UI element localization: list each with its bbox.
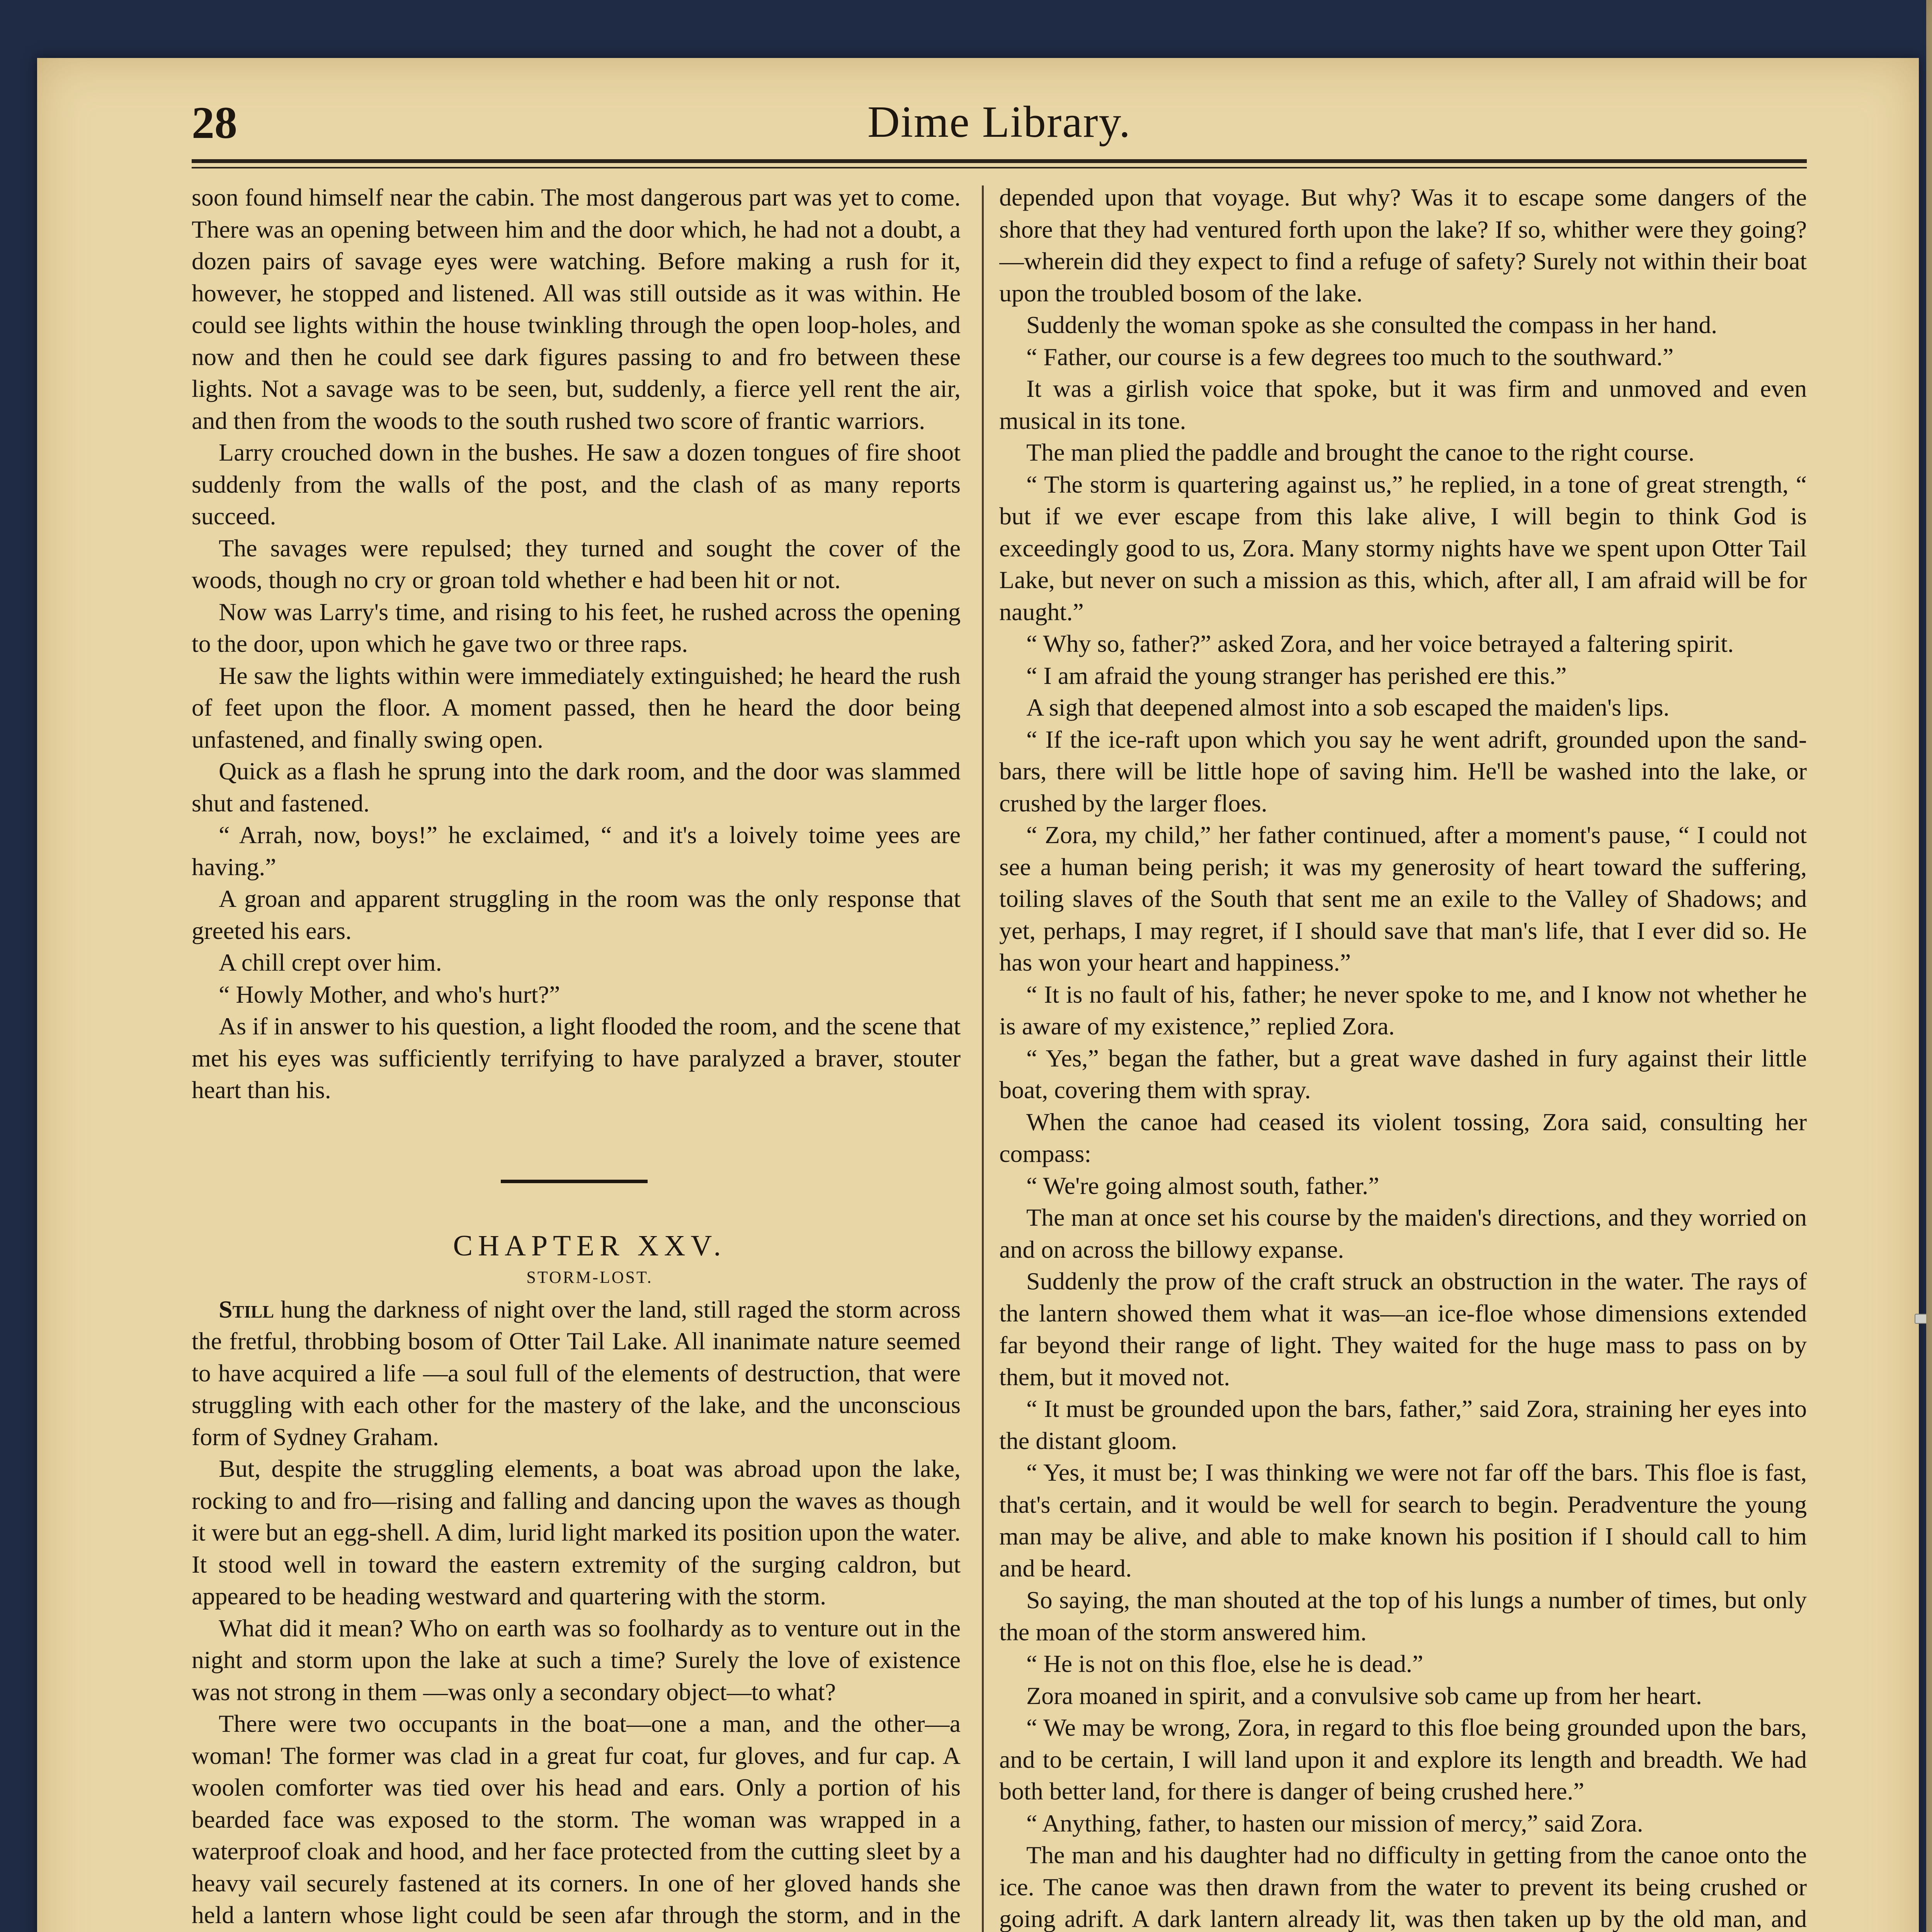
- right-column: [999, 182, 1807, 1932]
- left-paragraph: The savages were repulsed; they turned and sought the cover of the woods, though no cry or groan told whether e had been hit or not.: [192, 534, 961, 594]
- right-paragraph: The man at once set his course by the maiden's directions, and they worried on and on across the billowy expanse.: [999, 1204, 1807, 1263]
- left-paragraph: “ Howly Mother, and who's hurt?”: [219, 980, 560, 1008]
- left-column: [192, 182, 961, 1932]
- left-column-text-after-chapter: [192, 1453, 961, 1932]
- adjacent-page-edge: [1926, 0, 1932, 1932]
- right-paragraph: “ He is not on this floe, else he is dead.”: [1026, 1650, 1423, 1677]
- right-paragraph: “ Yes, it must be; I was thinking we were not far off the bars. This floe is fast, that's certain, and it would be well for search to begin. Peradventure the young man may be alive, and able to make known his position if I should call to him and be heard.: [999, 1459, 1807, 1582]
- right-paragraph: The man and his daughter had no difficulty in getting from the canoe onto the ice. The canoe was then drawn from the water to prevent its being crushed or going adrift. A dark lantern already lit, was then taken up by the old man, and: [999, 1841, 1807, 1932]
- page-number: 28: [192, 97, 237, 148]
- left-paragraph: As if in answer to his question, a light flooded the room, and the scene that met his eyes was sufficiently terrifying to have paralyzed a braver, stouter heart than his.: [192, 1012, 961, 1104]
- right-paragraph: “ We're going almost south, father.”: [1026, 1172, 1379, 1199]
- right-paragraph: “ Zora, my child,” her father continued, after a moment's pause, “ I could not see a human being perish; it was my generosity of heart toward the suffering, toiling slaves of the South that sent me an exile to the Valley of Shadows; and yet, perhaps, I may regret, if I should save that man's life, that I ever did so. He has won your heart and happiness.”: [999, 821, 1807, 976]
- right-paragraph: “ If the ice-raft upon which you say he went adrift, grounded upon the sand-bars, there will be little hope of saving him. He'll be washed into the lake, or crushed by the larger floes.: [999, 725, 1807, 817]
- left-paragraph: Now was Larry's time, and rising to his feet, he rushed across the opening to the door, upon which he gave two or three raps.: [192, 598, 961, 657]
- right-paragraph: “ Yes,” began the father, but a great wave dashed in fury against their little boat, covering them with spray.: [999, 1044, 1807, 1104]
- header-rule-thick: [192, 159, 1807, 163]
- page-header: [192, 97, 1807, 155]
- chapter-title: CHAPTER XXV.: [453, 1229, 726, 1262]
- right-paragraph: When the canoe had ceased its violent tossing, Zora said, consulting her compass:: [999, 1108, 1807, 1167]
- chapter-subtitle: STORM-LOST.: [526, 1268, 653, 1287]
- left-paragraph: soon found himself near the cabin. The most dangerous part was yet to come. There was an opening between him and the door which, he had not a doubt, a dozen pairs of savage eyes were watching. Before making a rush for it, however, he stopped and listened. All was still outside as it was within. He could see lights within the house twinkling through the open loop-holes, and now and then he could see dark figures passing to and fro between these lights. Not a savage was to be seen, but, suddenly, a fierce yell rent the air, and then from the woods to the south rushed two score of frantic warriors.: [192, 184, 961, 434]
- right-paragraph: Suddenly the woman spoke as she consulted the compass in her hand.: [1026, 311, 1718, 338]
- right-paragraph: “ Father, our course is a few degrees too much to the southward.”: [1026, 343, 1674, 371]
- left-paragraph: What did it mean? Who on earth was so foolhardy as to venture out in the night and storm upon the lake at such a time? Surely the love of existence was not strong in them —was only a secondary object—to what?: [192, 1614, 961, 1706]
- running-head: Dime Library.: [867, 97, 1131, 147]
- right-paragraph: The man plied the paddle and brought the canoe to the right course.: [1026, 439, 1695, 466]
- left-paragraph: There were two occupants in the boat—one a man, and the other—a woman! The former was clad in a great fur coat, fur gloves, and fur cap. A woolen comforter was tied over his head and ears. Only a portion of his bearded face was exposed to the storm. The woman was wrapped in a waterproof cloak and hood, and her face protected from the cutting sleet by a heavy vail securely fastened at its corners. In one of her gloved hands she held a lantern whose light could be seen afar through the storm, and in the: [192, 1710, 961, 1929]
- left-paragraph: But, despite the struggling elements, a boat was abroad upon the lake, rocking to and fro—rising and falling and dancing upon the waves as though it were but an egg-shell. A dim, lurid light marked its position upon the water. It stood well in toward the eastern extremity of the surging caldron, but appeared to be heading westward and quartering with the storm.: [192, 1455, 961, 1610]
- right-paragraph: So saying, the man shouted at the top of his lungs a number of times, but only the moan of the storm answered him.: [999, 1586, 1807, 1646]
- column-divider: [982, 185, 984, 1932]
- right-paragraph: “ I am afraid the young stranger has perished ere this.”: [1026, 662, 1567, 689]
- right-paragraph: Zora moaned in spirit, and a convulsive sob came up from her heart.: [1026, 1682, 1702, 1709]
- right-paragraph: “ Anything, father, to hasten our mission of mercy,” said Zora.: [1026, 1809, 1643, 1837]
- right-paragraph: Suddenly the prow of the craft struck an obstruction in the water. The rays of the lantern showed them what it was—an ice-floe whose dimensions extended far beyond their range of light. They waited for the huge mass to pass on by them, but it moved not.: [999, 1267, 1807, 1391]
- opening-paragraph-text: hung the darkness of night over the land, still raged the storm across the fretful, throbbing bosom of Otter Tail Lake. All inanimate nature seemed to have acquired a life —a soul full of the elements of destruction, that were struggling with each other for the mastery of the lake, and the unconscious form of Sydney Graham.: [192, 1295, 961, 1451]
- right-paragraph: “ We may be wrong, Zora, in regard to this floe being grounded upon the bars, and to be certain, I will land upon it and explore its length and breadth. We had both better land, for there is danger of being crushed here.”: [999, 1714, 1807, 1805]
- left-column-text-before-chapter: [192, 182, 961, 1106]
- drop-word: Still: [219, 1295, 274, 1323]
- header-rule-thin: [192, 167, 1807, 168]
- chapter-separator-rule: [501, 1180, 648, 1183]
- right-paragraph: A sigh that deepened almost into a sob escaped the maiden's lips.: [1026, 694, 1670, 721]
- right-paragraph: depended upon that voyage. But why? Was it to escape some dangers of the shore that they had ventured forth upon the lake? If so, whither were they going?—wherein did they expect to find a refuge of safety? Surely not within their boat upon the troubled bosom of the lake.: [999, 184, 1807, 307]
- left-paragraph: A groan and apparent struggling in the room was the only response that greeted his ears.: [192, 885, 961, 944]
- left-paragraph: Larry crouched down in the bushes. He saw a dozen tongues of fire shoot suddenly from the walls of the post, and the clash of as many reports succeed.: [192, 439, 961, 530]
- magazine-page: [37, 58, 1919, 1932]
- right-paragraph: “ It is no fault of his, father; he never spoke to me, and I know not whether he is aware of my existence,” replied Zora.: [999, 980, 1807, 1040]
- right-paragraph: “ The storm is quartering against us,” he replied, in a tone of great strength, “ but if we ever escape from this lake alive, I will begin to think God is exceedingly good to us, Zora. Many stormy nights have we spent upon Otter Tail Lake, but never on such a mission as this, which, after all, I am afraid will be for naught.”: [999, 470, 1807, 626]
- right-column-text: [999, 182, 1807, 1932]
- left-paragraph: Quick as a flash he sprung into the dark room, and the door was slammed shut and fastened.: [192, 757, 961, 817]
- chapter-opening-paragraph: [192, 1294, 961, 1453]
- chapter-separator: [192, 1106, 961, 1230]
- left-paragraph: He saw the lights within were immediately extinguished; he heard the rush of feet upon the floor. A moment passed, then he heard the door being unfastened, and finally swing open.: [192, 662, 961, 753]
- right-paragraph: It was a girlish voice that spoke, but it was firm and unmoved and even musical in its tone.: [999, 375, 1807, 434]
- right-paragraph: “ Why so, father?” asked Zora, and her voice betrayed a faltering spirit.: [1026, 630, 1734, 657]
- left-paragraph: A chill crept over him.: [219, 949, 442, 976]
- left-paragraph: “ Arrah, now, boys!” he exclaimed, “ and it's a loively toime yees are having.”: [192, 821, 961, 881]
- right-paragraph: “ It must be grounded upon the bars, father,” said Zora, straining her eyes into the distant gloom.: [999, 1395, 1807, 1454]
